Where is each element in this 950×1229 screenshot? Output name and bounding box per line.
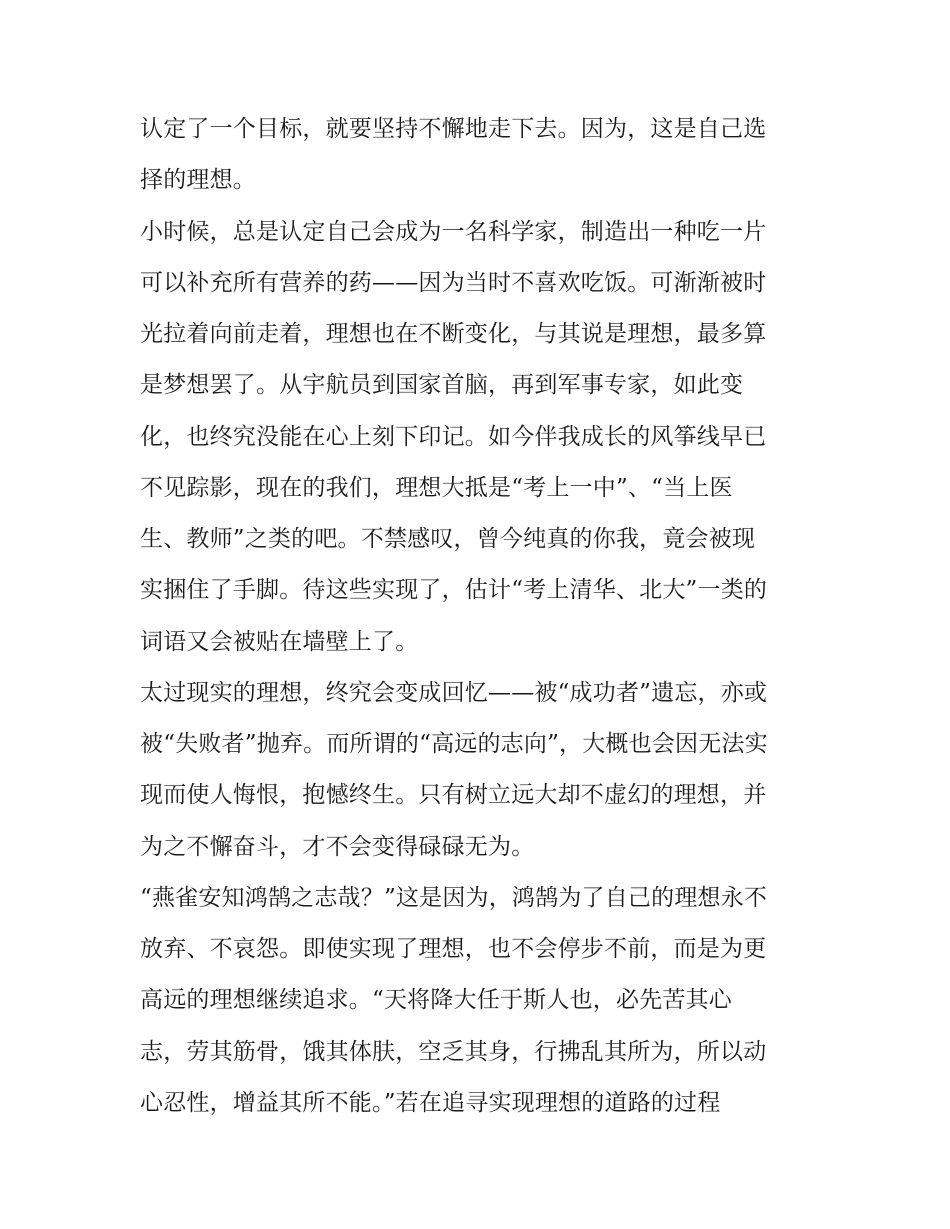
text-line: 生、教师”之类的吧。不禁感叹，曾今纯真的你我，竟会被现 [140,526,756,552]
text-line: 择的理想。 [140,167,256,194]
text-line: 是梦想罢了。从宇航员到国家首脑，再到军事专家，如此变 [140,372,744,399]
text-line: 被“失败者”抛弃。而所谓的“高远的志向”，大概也会因无法实 [140,731,768,757]
text-line: 高远的理想继续追求。“天将降大任于斯人也，必先苦其心 [140,987,732,1014]
text-line: 光拉着向前走着，理想也在不断变化，与其说是理想，最多算 [140,321,767,347]
text-line: 实捆住了手脚。待这些实现了，估计“考上清华、北大”一类的 [140,577,768,604]
text-line: 可以补充所有营养的药——因为当时不喜欢吃饭。可渐渐被时 [140,269,767,296]
text-line: 认定了一个目标，就要坚持不懈地走下去。因为，这是自己选 [140,116,767,142]
text-line: 不见踪影，现在的我们，理想大抵是“考上一中”、“当上医 [140,474,733,501]
text-line: “燕雀安知鸿鹄之志哉？”这是因为，鸿鹄为了自己的理想永不 [140,884,768,911]
essay-text [140,104,820,1129]
text-line: 现而使人悔恨，抱憾终生。只有树立远大却不虚幻的理想，并 [140,782,767,809]
text-line: 小时候，总是认定自己会成为一名科学家，制造出一种吃一片 [140,218,767,245]
text-line: 放弃、不哀怨。即使实现了理想，也不会停步不前，而是为更 [140,936,767,962]
text-line: 词语又会被贴在墙壁上了。 [140,628,419,655]
text-line: 太过现实的理想，终究会变成回忆——被“成功者”遗忘，亦或 [140,679,768,706]
text-line: 为之不懈奋斗，才不会变得碌碌无为。 [140,833,535,860]
text-line: 志，劳其筋骨，饿其体肤，空乏其身，行拂乱其所为，所以动 [140,1038,767,1065]
text-line: 化，也终究没能在心上刻下印记。如今伴我成长的风筝线早已 [140,423,767,450]
text-line: 心忍性，增益其所不能。”若在追寻实现理想的道路的过程 [140,1089,721,1116]
